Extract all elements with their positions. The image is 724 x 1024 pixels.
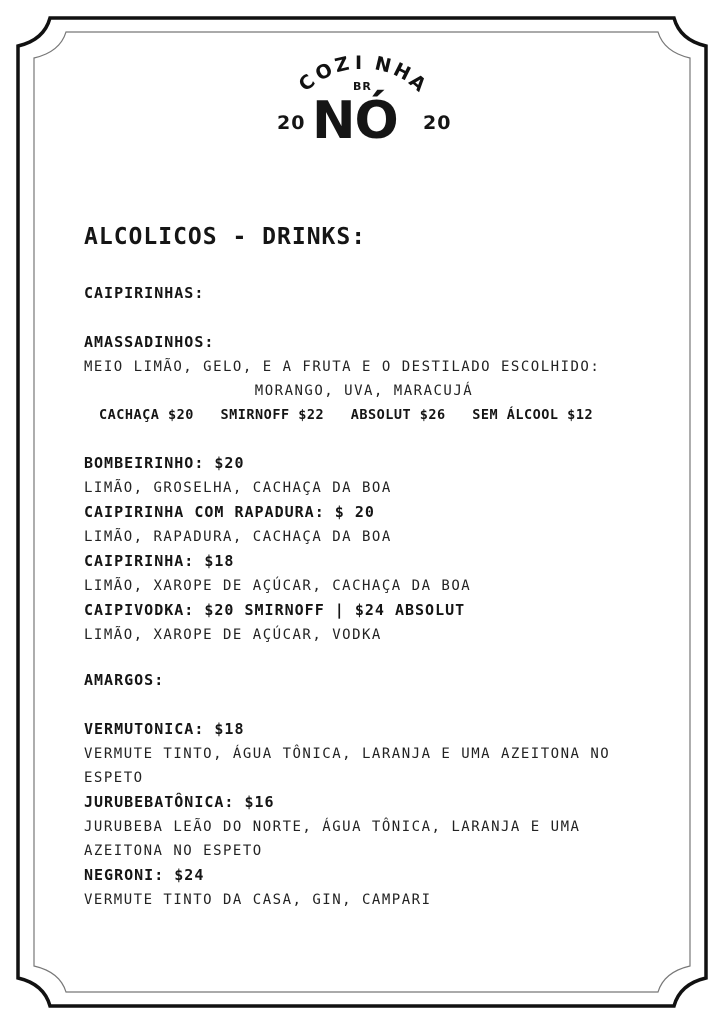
logo-year-left: 20	[277, 112, 306, 134]
item-description: LIMÃO, RAPADURA, CACHAÇA DA BOA	[84, 529, 392, 545]
item-description: LIMÃO, XAROPE DE AÇÚCAR, CACHAÇA DA BOA	[84, 578, 472, 594]
item-name: CAIPIRINHA COM RAPADURA: $ 20	[84, 503, 375, 521]
item-fruit-options: MORANGO, UVA, MARACUJÁ	[254, 383, 474, 399]
item-name: CAIPIVODKA: $20 SMIRNOFF | $24 ABSOLUT	[84, 601, 466, 619]
menu-item	[84, 598, 644, 647]
item-description: LIMÃO, XAROPE DE AÇÚCAR, VODKA	[84, 627, 382, 643]
item-name: AMASSADINHOS:	[84, 333, 215, 351]
item-name: CAIPIRINHA: $18	[84, 552, 235, 570]
menu-item-amassadinhos	[84, 330, 644, 427]
item-name: JURUBEBATÔNICA: $16	[84, 793, 275, 811]
logo-name: NÓ	[312, 91, 398, 151]
restaurant-logo	[0, 0, 724, 160]
menu-item	[84, 451, 644, 500]
item-name: VERMUTONICA: $18	[84, 720, 245, 738]
price-option: ABSOLUT $26	[350, 407, 446, 423]
logo-arc-letter: Z	[332, 53, 352, 78]
logo-year-right: 20	[423, 112, 452, 134]
item-description: MEIO LIMÃO, GELO, E A FRUTA E O DESTILADO ESCOLHIDO:	[84, 359, 601, 375]
menu-item	[84, 500, 644, 549]
item-description: LIMÃO, GROSELHA, CACHAÇA DA BOA	[84, 480, 392, 496]
section-heading-caipirinhas: CAIPIRINHAS:	[84, 284, 205, 302]
item-description: VERMUTE TINTO DA CASA, GIN, CAMPARI	[84, 892, 432, 908]
logo-arc-letter: H	[389, 58, 414, 86]
price-option: SEM ÁLCOOL $12	[472, 407, 594, 423]
menu-title: ALCOLICOS - DRINKS:	[84, 224, 367, 250]
item-name: BOMBEIRINHO: $20	[84, 454, 245, 472]
logo-arc-letter: O	[312, 58, 337, 86]
logo-subtitle: BR	[353, 80, 372, 93]
item-price-options	[84, 403, 644, 427]
logo-arc-letter: A	[404, 69, 431, 97]
item-description: VERMUTE TINTO, ÁGUA TÔNICA, LARANJA E UMA AZEITONA NO ESPETO	[84, 746, 611, 786]
menu-item	[84, 863, 644, 912]
menu-item	[84, 549, 644, 598]
logo-arc-letter: C	[294, 70, 320, 97]
logo-arc-letter: I	[355, 52, 363, 74]
logo-arc-letter: N	[372, 52, 394, 78]
item-description: JURUBEBA LEÃO DO NORTE, ÁGUA TÔNICA, LARANJA E UMA AZEITONA NO ESPETO	[84, 819, 581, 859]
item-name: NEGRONI: $24	[84, 866, 205, 884]
menu-item	[84, 717, 644, 790]
menu-item	[84, 790, 644, 863]
section-heading-amargos: AMARGOS:	[84, 671, 165, 689]
price-option: SMIRNOFF $22	[220, 407, 325, 423]
drinks-menu	[84, 224, 644, 912]
price-option: CACHAÇA $20	[99, 407, 194, 423]
